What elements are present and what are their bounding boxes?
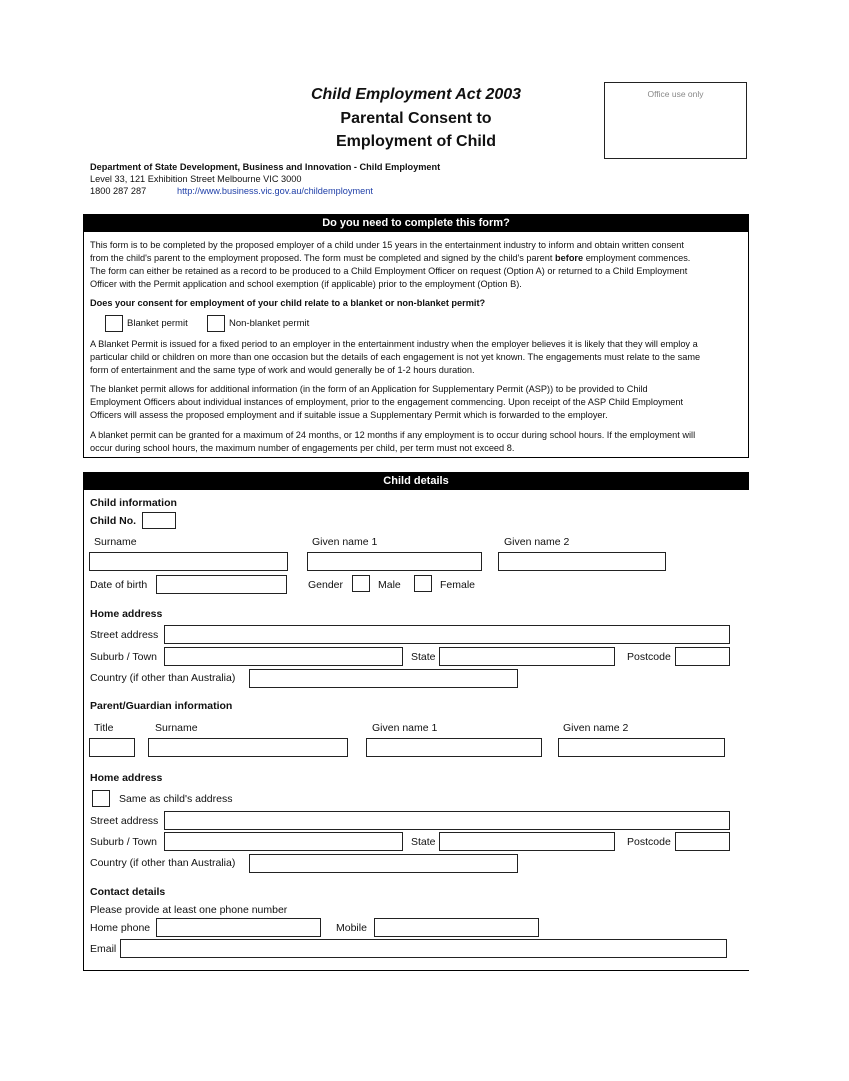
section2-bottom-border <box>83 970 749 971</box>
child-home-address-heading: Home address <box>90 608 163 620</box>
department-url-link[interactable]: http://www.business.vic.gov.au/childemployment <box>177 186 373 196</box>
same-as-child-address-label: Same as child's address <box>119 793 233 805</box>
guardian-home-address-heading: Home address <box>90 772 163 784</box>
phone-requirement-note: Please provide at least one phone number <box>90 904 288 916</box>
date-of-birth-field[interactable] <box>156 575 287 594</box>
section-heading-complete-form: Do you need to complete this form? <box>83 214 749 232</box>
guardian-surname-field[interactable] <box>148 738 348 757</box>
mobile-field[interactable] <box>374 918 539 937</box>
guardian-country-field[interactable] <box>249 854 518 873</box>
section1-right-border <box>748 214 749 458</box>
guardian-state-field[interactable] <box>439 832 615 851</box>
intro-line-1: This form is to be completed by the proposed employer of a child under 15 years in the entertainment industry to inform and obtain written consent <box>90 240 684 250</box>
female-checkbox[interactable] <box>414 575 432 592</box>
parent-guardian-heading: Parent/Guardian information <box>90 700 233 712</box>
guardian-postcode-field[interactable] <box>675 832 730 851</box>
male-checkbox[interactable] <box>352 575 370 592</box>
suburb-town-label: Suburb / Town <box>90 651 157 663</box>
child-information-heading: Child information <box>90 497 177 509</box>
act-title: Child Employment Act 2003 <box>310 86 522 103</box>
gender-label: Gender <box>308 579 344 591</box>
guardian-suburb-town-label: Suburb / Town <box>90 836 157 848</box>
country-label: Country (if other than Australia) <box>90 672 236 684</box>
postcode-label: Postcode <box>627 651 671 663</box>
child-country-field[interactable] <box>249 669 518 688</box>
title-label: Title <box>94 722 114 734</box>
blanket-permit-paragraph: A Blanket Permit is issued for a fixed period to an employer in the entertainment industry when the employer believes it is likely that they will employ a particular child or children on more than one occasion but the details of each engagement is not yet known. The engagements must relate to the same form of entertainment and the same type of work and would generally be of 1-2 hours duration. <box>90 339 701 375</box>
blanket-permit-duration-paragraph: A blanket permit can be granted for a maximum of 24 months, or 12 months if any employment is to occur during school hours. If the employment will occur during school hours, the maximum number of engagements per child, per term must not exceed 8. <box>90 430 696 453</box>
guardian-given-name-1-field[interactable] <box>366 738 542 757</box>
child-no-field[interactable] <box>142 512 176 529</box>
intro-line-3: The form can either be retained as a record to be produced to a Child Employment Officer on request (Option A) or returned to a Child Employment <box>90 266 688 276</box>
male-label: Male <box>378 579 401 591</box>
state-label: State <box>411 651 436 663</box>
surname-label: Surname <box>94 536 137 548</box>
child-postcode-field[interactable] <box>675 647 730 666</box>
guardian-street-address-label: Street address <box>90 815 159 827</box>
department-address: Level 33, 121 Exhibition Street Melbourne VIC 3000 <box>90 174 302 184</box>
home-phone-label: Home phone <box>90 922 151 934</box>
section1-bottom-border <box>83 457 749 458</box>
contact-details-heading: Contact details <box>90 886 166 898</box>
date-of-birth-label: Date of birth <box>90 579 148 591</box>
guardian-street-address-field[interactable] <box>164 811 730 830</box>
home-phone-field[interactable] <box>156 918 321 937</box>
guardian-country-label: Country (if other than Australia) <box>90 857 236 869</box>
form-title-line-2: Employment of Child <box>336 133 496 150</box>
guardian-given-name-2-label: Given name 2 <box>563 722 629 734</box>
guardian-given-name-1-label: Given name 1 <box>372 722 438 734</box>
non-blanket-permit-checkbox[interactable] <box>207 315 225 332</box>
intro-line-4: Officer with the Permit application and school exemption (if applicable) prior to the employment (Option B). <box>90 279 522 289</box>
female-label: Female <box>440 579 476 591</box>
intro-line-2: from the child's parent to the employment proposed. The form must be completed and signed by the child's parent before employment commences. <box>90 253 691 263</box>
section-heading-child-details: Child details <box>83 472 749 490</box>
office-use-box <box>604 82 747 159</box>
guardian-state-label: State <box>411 836 436 848</box>
given-name-1-label: Given name 1 <box>312 536 378 548</box>
guardian-suburb-field[interactable] <box>164 832 403 851</box>
department-phone: 1800 287 287 <box>90 186 147 196</box>
email-field[interactable] <box>120 939 727 958</box>
child-surname-field[interactable] <box>89 552 288 571</box>
child-state-field[interactable] <box>439 647 615 666</box>
child-suburb-field[interactable] <box>164 647 403 666</box>
non-blanket-permit-label: Non-blanket permit <box>229 318 310 329</box>
blanket-permit-checkbox[interactable] <box>105 315 123 332</box>
child-given-name-2-field[interactable] <box>498 552 666 571</box>
permit-question: Does your consent for employment of your child relate to a blanket or non-blanket permit? <box>90 298 486 308</box>
child-given-name-1-field[interactable] <box>307 552 482 571</box>
guardian-title-field[interactable] <box>89 738 135 757</box>
guardian-given-name-2-field[interactable] <box>558 738 725 757</box>
email-label: Email <box>90 943 117 955</box>
mobile-label: Mobile <box>336 922 367 934</box>
street-address-label: Street address <box>90 629 159 641</box>
supplementary-permit-paragraph: The blanket permit allows for additional information (in the form of an Application for Supplementary Permit (ASP)) to be provided to Child Employment Officers about individual instances of employment, prior to the engagement commencing. Upon receipt of the ASP Child Employment Officers will assess the proposed employment and if suitable issue a Supplementary Permit which is forwarded to the employer. <box>90 384 684 420</box>
department-name: Department of State Development, Business and Innovation - Child Employment <box>90 162 441 172</box>
child-street-address-field[interactable] <box>164 625 730 644</box>
given-name-2-label: Given name 2 <box>504 536 570 548</box>
intro-paragraph <box>90 239 745 291</box>
section1-left-border <box>83 214 84 458</box>
blanket-permit-label: Blanket permit <box>127 318 188 329</box>
same-as-child-address-checkbox[interactable] <box>92 790 110 807</box>
section2-left-border <box>83 472 84 971</box>
guardian-surname-label: Surname <box>155 722 198 734</box>
guardian-postcode-label: Postcode <box>627 836 671 848</box>
form-title-line-1: Parental Consent to <box>340 110 492 127</box>
child-no-label: Child No. <box>90 515 137 527</box>
office-use-label: Office use only <box>647 89 704 99</box>
